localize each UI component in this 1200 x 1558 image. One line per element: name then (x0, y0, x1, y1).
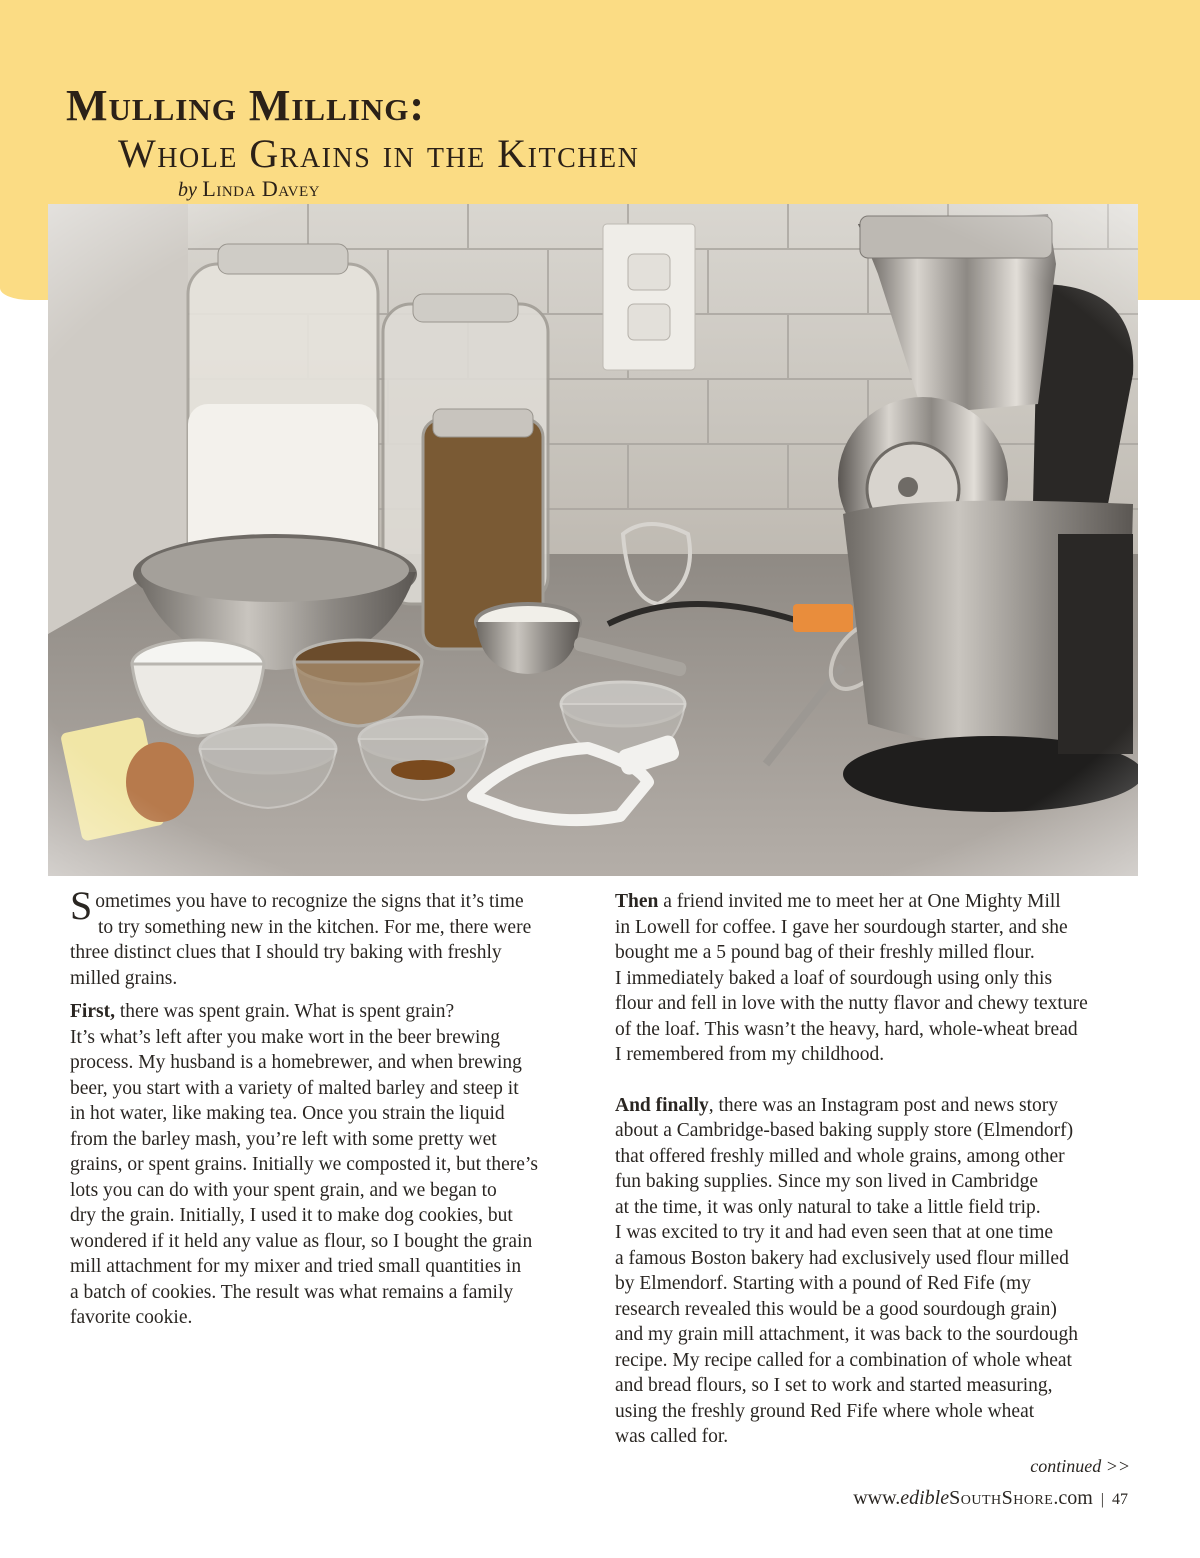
text-line: fun baking supplies. Since my son lived in Cambridge (615, 1171, 1038, 1192)
drop-cap: S (70, 883, 93, 928)
text-line: It’s what’s left after you make wort in the beer brewing (70, 1026, 500, 1048)
text-line: was called for. (615, 1426, 729, 1447)
text-line: three distinct clues that I should try baking with freshly (70, 942, 502, 963)
kitchen-photo (48, 204, 1138, 876)
lead-in: And finally (615, 1094, 709, 1116)
text-line: and my grain mill attachment, it was back to the sourdough (615, 1324, 1079, 1345)
text-line: lots you can do with your spent grain, and we began to (70, 1179, 497, 1201)
text-line: wondered if it held any value as flour, so I bought the grain (70, 1230, 533, 1252)
paragraph (615, 889, 1135, 1068)
text-line: that offered freshly milled and whole grains, among other (615, 1145, 1065, 1167)
text-line: and bread flours, so I set to work and started measuring, (615, 1375, 1053, 1396)
continued-label: continued >> (1030, 1456, 1130, 1476)
paragraph (615, 1093, 1135, 1450)
lead-in: Then (615, 891, 659, 912)
paragraph (70, 999, 580, 1331)
text-line: using the freshly ground Red Fife where whole wheat (615, 1400, 1035, 1422)
text-span: , there was an Instagram post and news story (708, 1094, 1059, 1116)
text-line: bought me a 5 pound bag of their freshly milled flour. (615, 942, 1035, 963)
text-line: favorite cookie. (70, 1307, 193, 1328)
right-column (615, 889, 1135, 1450)
text-line: flour and fell in love with the nutty flavor and chewy texture (615, 993, 1088, 1014)
article-title: Mulling Milling: (66, 81, 425, 130)
text-line: in Lowell for coffee. I gave her sourdough starter, and she (615, 916, 1068, 938)
text-line: mill attachment for my mixer and tried small quantities in (70, 1256, 522, 1277)
text-line: milled grains. (70, 967, 178, 989)
lead-in: First, (70, 1001, 115, 1022)
page-footer (853, 1487, 1128, 1510)
byline (178, 178, 320, 200)
paragraph (70, 883, 580, 991)
text-line: research revealed this would be a good sourdough grain) (615, 1298, 1057, 1320)
text-line (615, 889, 1135, 915)
text-line: of the loaf. This wasn’t the heavy, hard, whole-wheat bread (615, 1018, 1078, 1040)
text-line: in hot water, like making tea. Once you strain the liquid (70, 1103, 505, 1124)
text-line: I remembered from my childhood. (615, 1044, 885, 1065)
text-line: about a Cambridge-based baking supply store (Elmendorf) (615, 1120, 1074, 1141)
text-line (70, 999, 580, 1025)
text-line: recipe. My recipe called for a combination of whole wheat (615, 1349, 1072, 1371)
text-line: from the barley mash, you’re left with some pretty wet (70, 1128, 497, 1150)
url-prefix: www. (853, 1487, 901, 1509)
text-line: process. My husband is a homebrewer, and when brewing (70, 1052, 522, 1073)
text-line: at the time, it was only natural to take a little field trip. (615, 1196, 1041, 1218)
url-brand: SouthShore (949, 1487, 1054, 1509)
byline-prefix: by (178, 179, 197, 201)
text-span: a friend invited me to meet her at One Mighty Mill (658, 891, 1061, 912)
url-suffix: .com (1053, 1487, 1093, 1509)
article-subtitle: Whole Grains in the Kitchen (118, 131, 640, 176)
footer-separator: | (1100, 1491, 1104, 1508)
text-line: a famous Boston bakery had exclusively used flour milled (615, 1247, 1069, 1269)
text-line: beer, you start with a variety of malted barley and steep it (70, 1077, 519, 1099)
text-line: ometimes you have to recognize the signs that it’s time (95, 891, 524, 912)
text-line (615, 1093, 1135, 1119)
text-line: by Elmendorf. Starting with a pound of Red Fife (my (615, 1273, 1031, 1294)
url-edible: edible (900, 1487, 950, 1509)
text-line: dry the grain. Initially, I used it to make dog cookies, but (70, 1205, 513, 1226)
text-span: there was spent grain. What is spent grain? (114, 1001, 455, 1022)
text-line: I was excited to try it and had even seen that at one time (615, 1222, 1054, 1243)
text-line: to try something new in the kitchen. For me, there were (98, 916, 532, 938)
text-line: I immediately baked a loaf of sourdough using only this (615, 967, 1053, 989)
author-name: Linda Davey (202, 176, 320, 201)
page-number: 47 (1112, 1491, 1128, 1508)
left-column (70, 883, 580, 1331)
text-line: grains, or spent grains. Initially we composted it, but there’s (70, 1154, 538, 1175)
text-line: a batch of cookies. The result was what remains a family (70, 1281, 514, 1303)
